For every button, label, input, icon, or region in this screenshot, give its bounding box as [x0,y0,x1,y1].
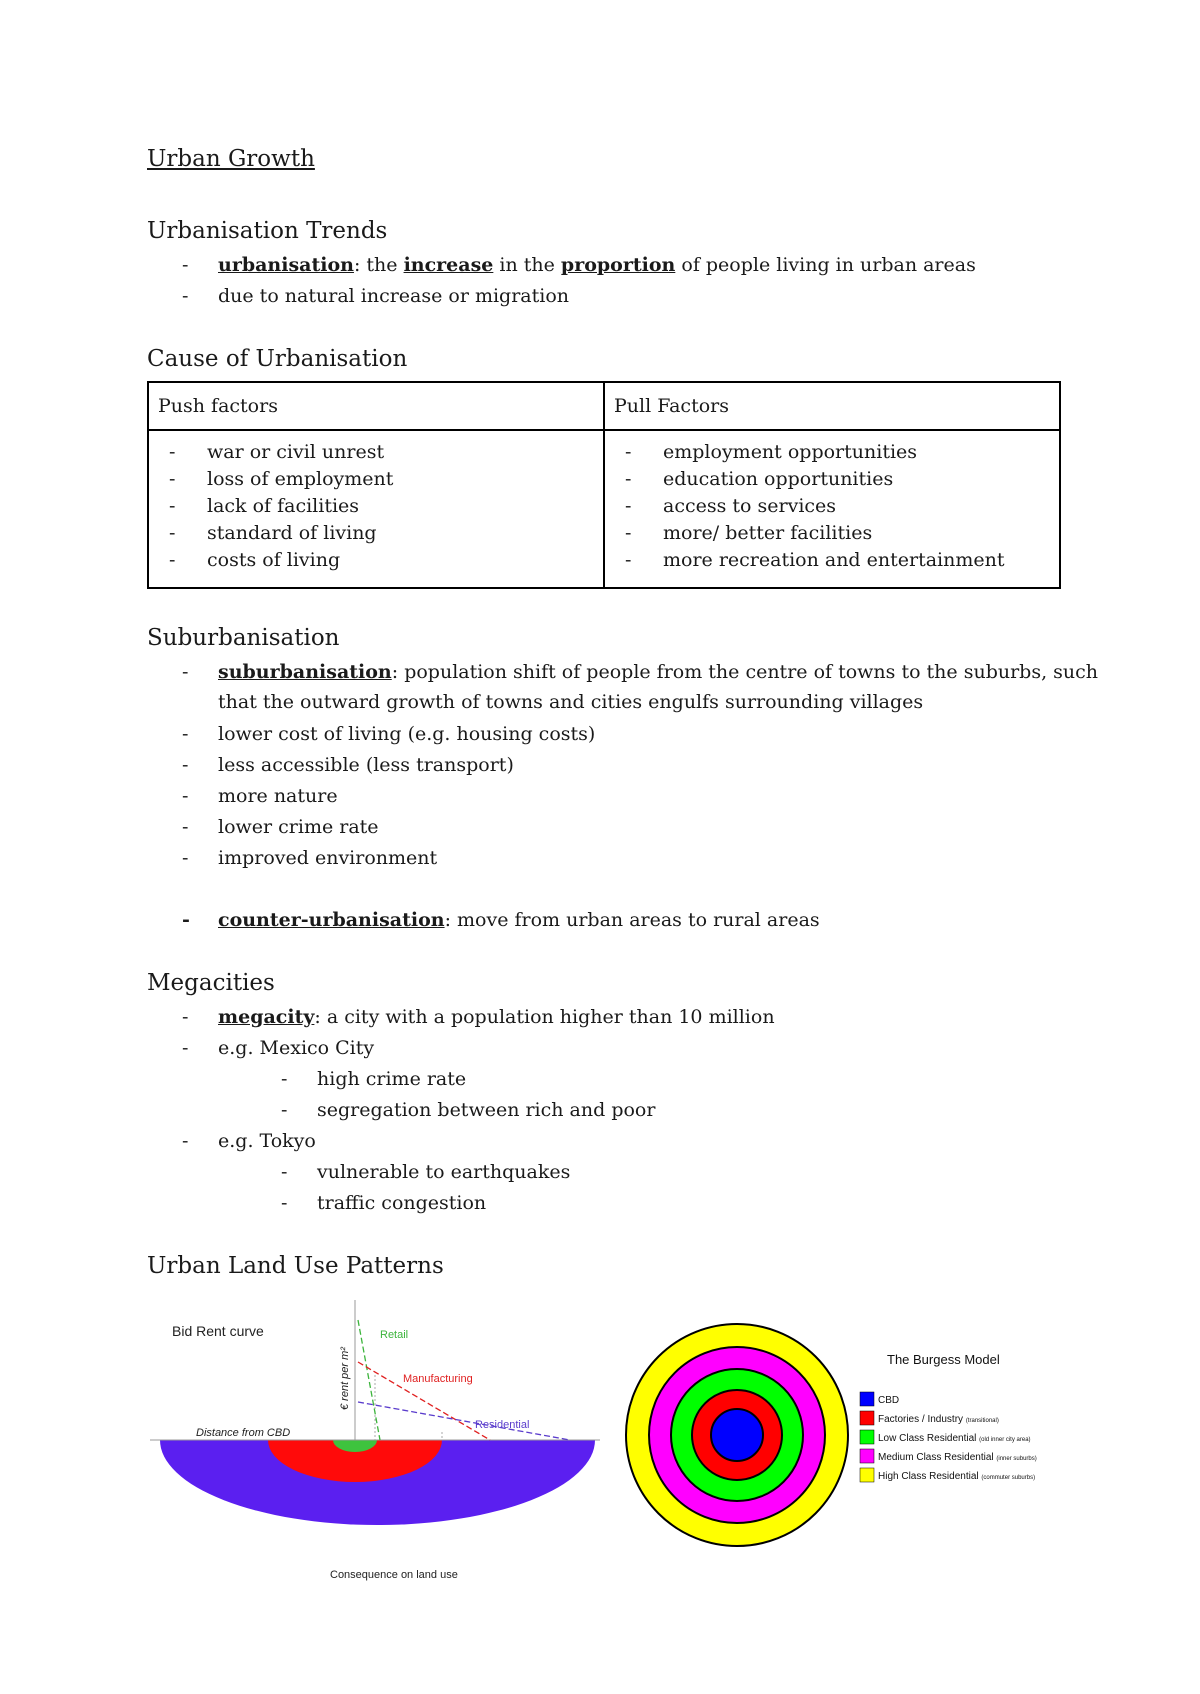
trends-item: due to natural increase or migration [218,285,570,307]
counter-urbanisation-definition [218,909,820,931]
list-item: - standard of living [169,522,377,544]
list-item: - education opportunities [625,468,894,490]
push-item: loss of employment [207,468,394,490]
tokyo-item: traffic congestion [317,1192,487,1214]
list-item: - lack of facilities [169,495,360,517]
bottom-label: Consequence on land use [330,1569,458,1581]
term-suburbanisation: suburbanisation [218,661,392,683]
pull-item: more recreation and entertainment [663,549,1005,571]
list-item: - loss of employment [169,468,394,490]
causes-heading: Cause of Urbanisation [147,346,408,372]
legend-swatch [860,1449,874,1463]
legend-label: CBD [878,1395,900,1406]
text-part: : population shift of people from the centre of towns to the suburbs, such [391,661,1099,683]
push-item: war or civil unrest [207,441,385,463]
bullet-dash: - [281,1161,288,1183]
suburb-definition-line1 [218,661,1098,683]
retail-label: Retail [380,1329,409,1341]
suburb-heading: Suburbanisation [147,625,340,651]
trends-heading: Urbanisation Trends [147,218,388,244]
suburb-item: lower cost of living (e.g. housing costs) [218,723,596,745]
legend-swatch [860,1392,874,1406]
bullet-dash: - [182,1130,189,1152]
mexico-item: high crime rate [317,1068,467,1090]
text-part: of people living in urban areas [675,254,976,276]
example-tokyo: e.g. Tokyo [218,1130,316,1152]
legend-label [878,1433,1031,1444]
legend-swatch [860,1411,874,1425]
list-item: - costs of living [169,549,341,571]
legend-label-text: Low Class Residential [878,1433,977,1444]
legend-swatch [860,1430,874,1444]
bullet-dash: - [182,1006,189,1028]
bullet-dash: - [182,847,189,869]
bullet-dash: - [281,1192,288,1214]
text-part: : the [353,254,404,276]
legend-note: (commuter suburbs) [981,1475,1036,1481]
pull-item: more/ better facilities [663,522,873,544]
legend-note: (inner suburbs) [996,1456,1037,1462]
list-item: - access to services [625,495,837,517]
bullet-dash: - [182,1037,189,1059]
ring-cbd [711,1409,763,1461]
suburb-item: improved environment [218,847,438,869]
term-urbanisation: urbanisation [218,254,354,276]
burgess-title: The Burgess Model [887,1352,1000,1367]
pull-list [605,439,1059,574]
factors-table [147,381,1061,589]
legend-label-text: High Class Residential [878,1471,979,1482]
bullet-dash: - [182,785,189,807]
push-item: standard of living [207,522,377,544]
pull-cell [604,430,1060,588]
suburb-item: more nature [218,785,338,807]
bullet-dash: - [182,754,189,776]
burgess-model-diagram [625,1320,1075,1550]
tokyo-item: vulnerable to earthquakes [317,1161,571,1183]
suburb-definition-line2: that the outward growth of towns and cities engulfs surrounding villages [218,691,924,713]
bullet-dash: - [182,816,189,838]
bullet-dash: - [182,254,189,276]
legend-label [878,1414,999,1425]
residential-curve [358,1402,570,1440]
legend-label-text: Factories / Industry [878,1414,964,1425]
page-title: Urban Growth [147,146,315,172]
residential-label: Residential [475,1419,530,1431]
mexico-item: segregation between rich and poor [317,1099,656,1121]
legend [860,1392,1037,1482]
list-item: - employment opportunities [625,441,918,463]
bullet-dash: - [182,285,189,307]
x-axis-label: Distance from CBD [196,1427,291,1439]
bullet-dash: - [182,723,189,745]
manufacturing-label: Manufacturing [403,1373,473,1385]
text-part: : a city with a population higher than 10 million [314,1006,775,1028]
push-item: costs of living [207,549,341,571]
bullet-dash: - [281,1068,288,1090]
push-header: Push factors [148,382,604,430]
list-item: - more recreation and entertainment [625,549,1005,571]
bullet-dash: - [182,909,190,931]
text-part: in the [493,254,561,276]
megacity-definition [218,1006,775,1028]
pull-header: Pull Factors [604,382,1060,430]
urbanisation-definition [218,254,976,276]
landuse-heading: Urban Land Use Patterns [147,1253,444,1279]
push-list [149,439,603,574]
list-item: - war or civil unrest [169,441,385,463]
legend-note: (transitional) [965,1418,999,1424]
bid-rent-diagram [150,1300,600,1590]
list-item: - more/ better facilities [625,522,873,544]
pull-item: education opportunities [663,468,894,490]
term-increase: increase [403,254,494,276]
push-cell [148,430,604,588]
example-mexico: e.g. Mexico City [218,1037,375,1059]
term-proportion: proportion [560,254,676,276]
bullet-dash: - [281,1099,288,1121]
legend-label-text: Medium Class Residential [878,1452,994,1463]
legend-label [878,1452,1037,1463]
pull-item: access to services [663,495,837,517]
term-megacity: megacity [218,1006,315,1028]
push-item: lack of facilities [207,495,360,517]
pull-item: employment opportunities [663,441,918,463]
suburb-item: lower crime rate [218,816,379,838]
legend-note: (old inner city area) [979,1437,1031,1443]
retail-curve [358,1320,380,1440]
suburb-item: less accessible (less transport) [218,754,514,776]
legend-label [878,1471,1035,1482]
mega-heading: Megacities [147,970,275,996]
bullet-dash: - [182,661,189,683]
y-axis-label: € rent per m² [339,1347,351,1410]
text-part: : move from urban areas to rural areas [444,909,820,931]
bid-rent-title: Bid Rent curve [172,1323,264,1339]
legend-swatch [860,1468,874,1482]
term-counter-urbanisation: counter-urbanisation [218,909,445,931]
